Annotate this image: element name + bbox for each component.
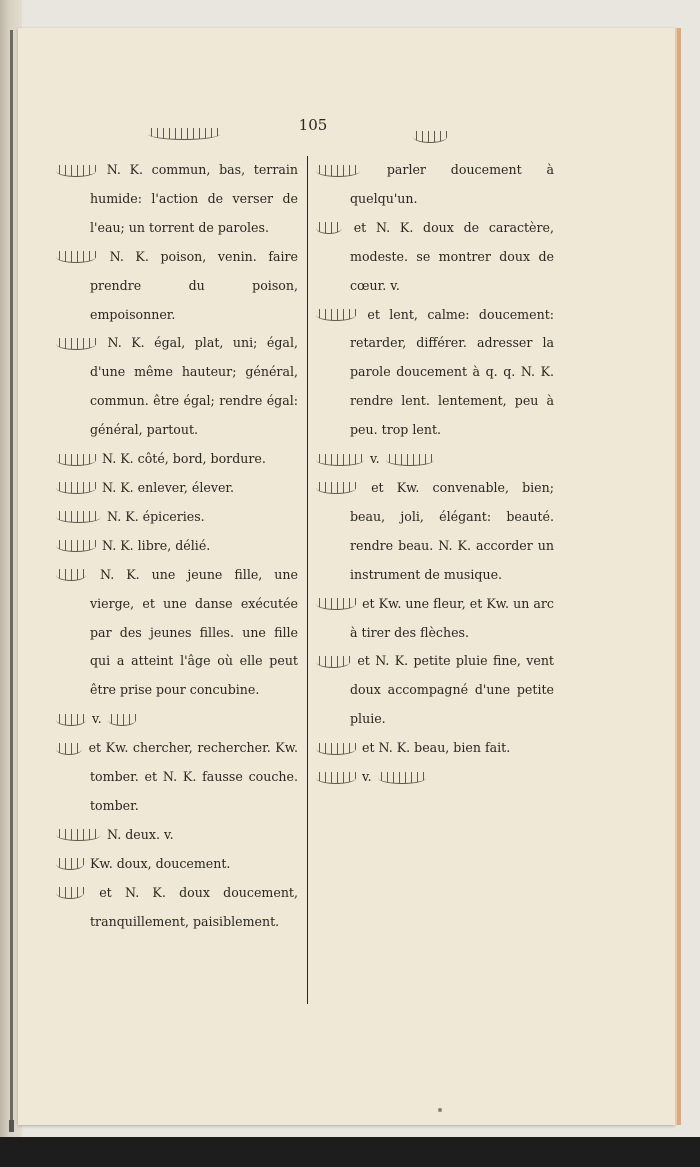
javanese-headword — [316, 454, 364, 466]
javanese-headword — [316, 482, 356, 494]
dictionary-entry: N. K. enlever, élever. — [54, 474, 298, 503]
javanese-script-glyph — [148, 128, 220, 140]
dictionary-entry: Kw. doux, doucement. — [54, 850, 298, 879]
javanese-headword — [316, 222, 342, 234]
dictionary-entry: et N. K. doux de caractère, modeste. se montrer doux de cœur. v. — [314, 214, 554, 301]
javanese-headword — [316, 656, 350, 668]
dictionary-entry: et lent, calme: doucement: retarder, différer. adresser la parole doucement à q. q. N. K. rendre lent. lentement, peu à peu. trop lent. — [314, 301, 554, 446]
dictionary-entry: et Kw. convenable, bien; beau, joli, élégant: beauté. rendre beau. N. K. accorder un instrument de musique. — [314, 474, 554, 590]
dictionary-entry: N. K. commun, bas, terrain humide: l'action de verser de l'eau; un torrent de paroles. — [54, 156, 298, 243]
javanese-headword — [56, 743, 82, 755]
dictionary-entry: et Kw. chercher, rechercher. Kw. tomber. et N. K. fausse couche. tomber. — [54, 734, 298, 821]
page-number: 105 — [298, 116, 328, 134]
javanese-script-glyph — [386, 454, 434, 466]
javanese-headword — [56, 569, 86, 581]
dictionary-entry: et N. K. beau, bien fait. — [314, 734, 554, 763]
dictionary-entry: N. K. égal, plat, uni; égal, d'une même hauteur; général, commun. être égal; rendre égal: général, partout. — [54, 329, 298, 445]
dictionary-entry: et Kw. une fleur, et Kw. un arc à tirer des flèches. — [314, 590, 554, 648]
dictionary-entry: v. — [314, 445, 554, 474]
javanese-headword — [56, 829, 101, 841]
dictionary-entry: N. K. une jeune fille, une vierge, et une danse exécutée par des jeunes filles. une fille qui a atteint l'âge où elle peut être prise pour concubine. — [54, 561, 298, 706]
javanese-headword — [56, 454, 96, 466]
spine-edge — [10, 30, 13, 1130]
javanese-headword — [316, 598, 356, 610]
javanese-headword — [56, 165, 96, 177]
dictionary-entry: N. K. côté, bord, bordure. — [54, 445, 298, 474]
right-column — [314, 156, 554, 792]
running-head-left-javanese — [146, 123, 226, 139]
dictionary-entry: v. — [54, 705, 298, 734]
column-divider — [307, 156, 308, 1004]
javanese-headword — [316, 165, 360, 177]
javanese-headword — [56, 540, 96, 552]
dictionary-entry: N. K. épiceries. — [54, 503, 298, 532]
dictionary-entry: v. — [314, 763, 554, 792]
javanese-script-glyph — [378, 772, 426, 784]
dictionary-entry: parler doucement à quelqu'un. — [314, 156, 554, 214]
javanese-headword — [316, 772, 356, 784]
javanese-headword — [56, 858, 84, 870]
javanese-headword — [316, 309, 356, 321]
left-column — [54, 156, 298, 936]
dictionary-entry: et N. K. doux doucement, tranquillement, paisiblement. — [54, 879, 298, 937]
dictionary-entry: N. K. poison, venin. faire prendre du poison, empoisonner. — [54, 243, 298, 330]
spine-mark — [9, 1120, 14, 1132]
dictionary-entry: et N. K. petite pluie fine, vent doux accompagné d'une petite pluie. — [314, 647, 554, 734]
dictionary-entry: N. K. libre, délié. — [54, 532, 298, 561]
dictionary-entry: N. deux. v. — [54, 821, 298, 850]
javanese-headword — [316, 743, 356, 755]
scan-bottom-border — [0, 1137, 700, 1167]
javanese-script-glyph — [108, 714, 136, 726]
paper-speck — [438, 1108, 442, 1112]
javanese-headword — [56, 251, 96, 263]
javanese-headword — [56, 714, 86, 726]
book-page — [18, 28, 675, 1125]
javanese-script-glyph — [413, 131, 447, 143]
javanese-headword — [56, 482, 96, 494]
javanese-headword — [56, 338, 96, 350]
javanese-headword — [56, 887, 84, 899]
running-head-right-javanese — [411, 126, 461, 142]
javanese-headword — [56, 511, 101, 523]
